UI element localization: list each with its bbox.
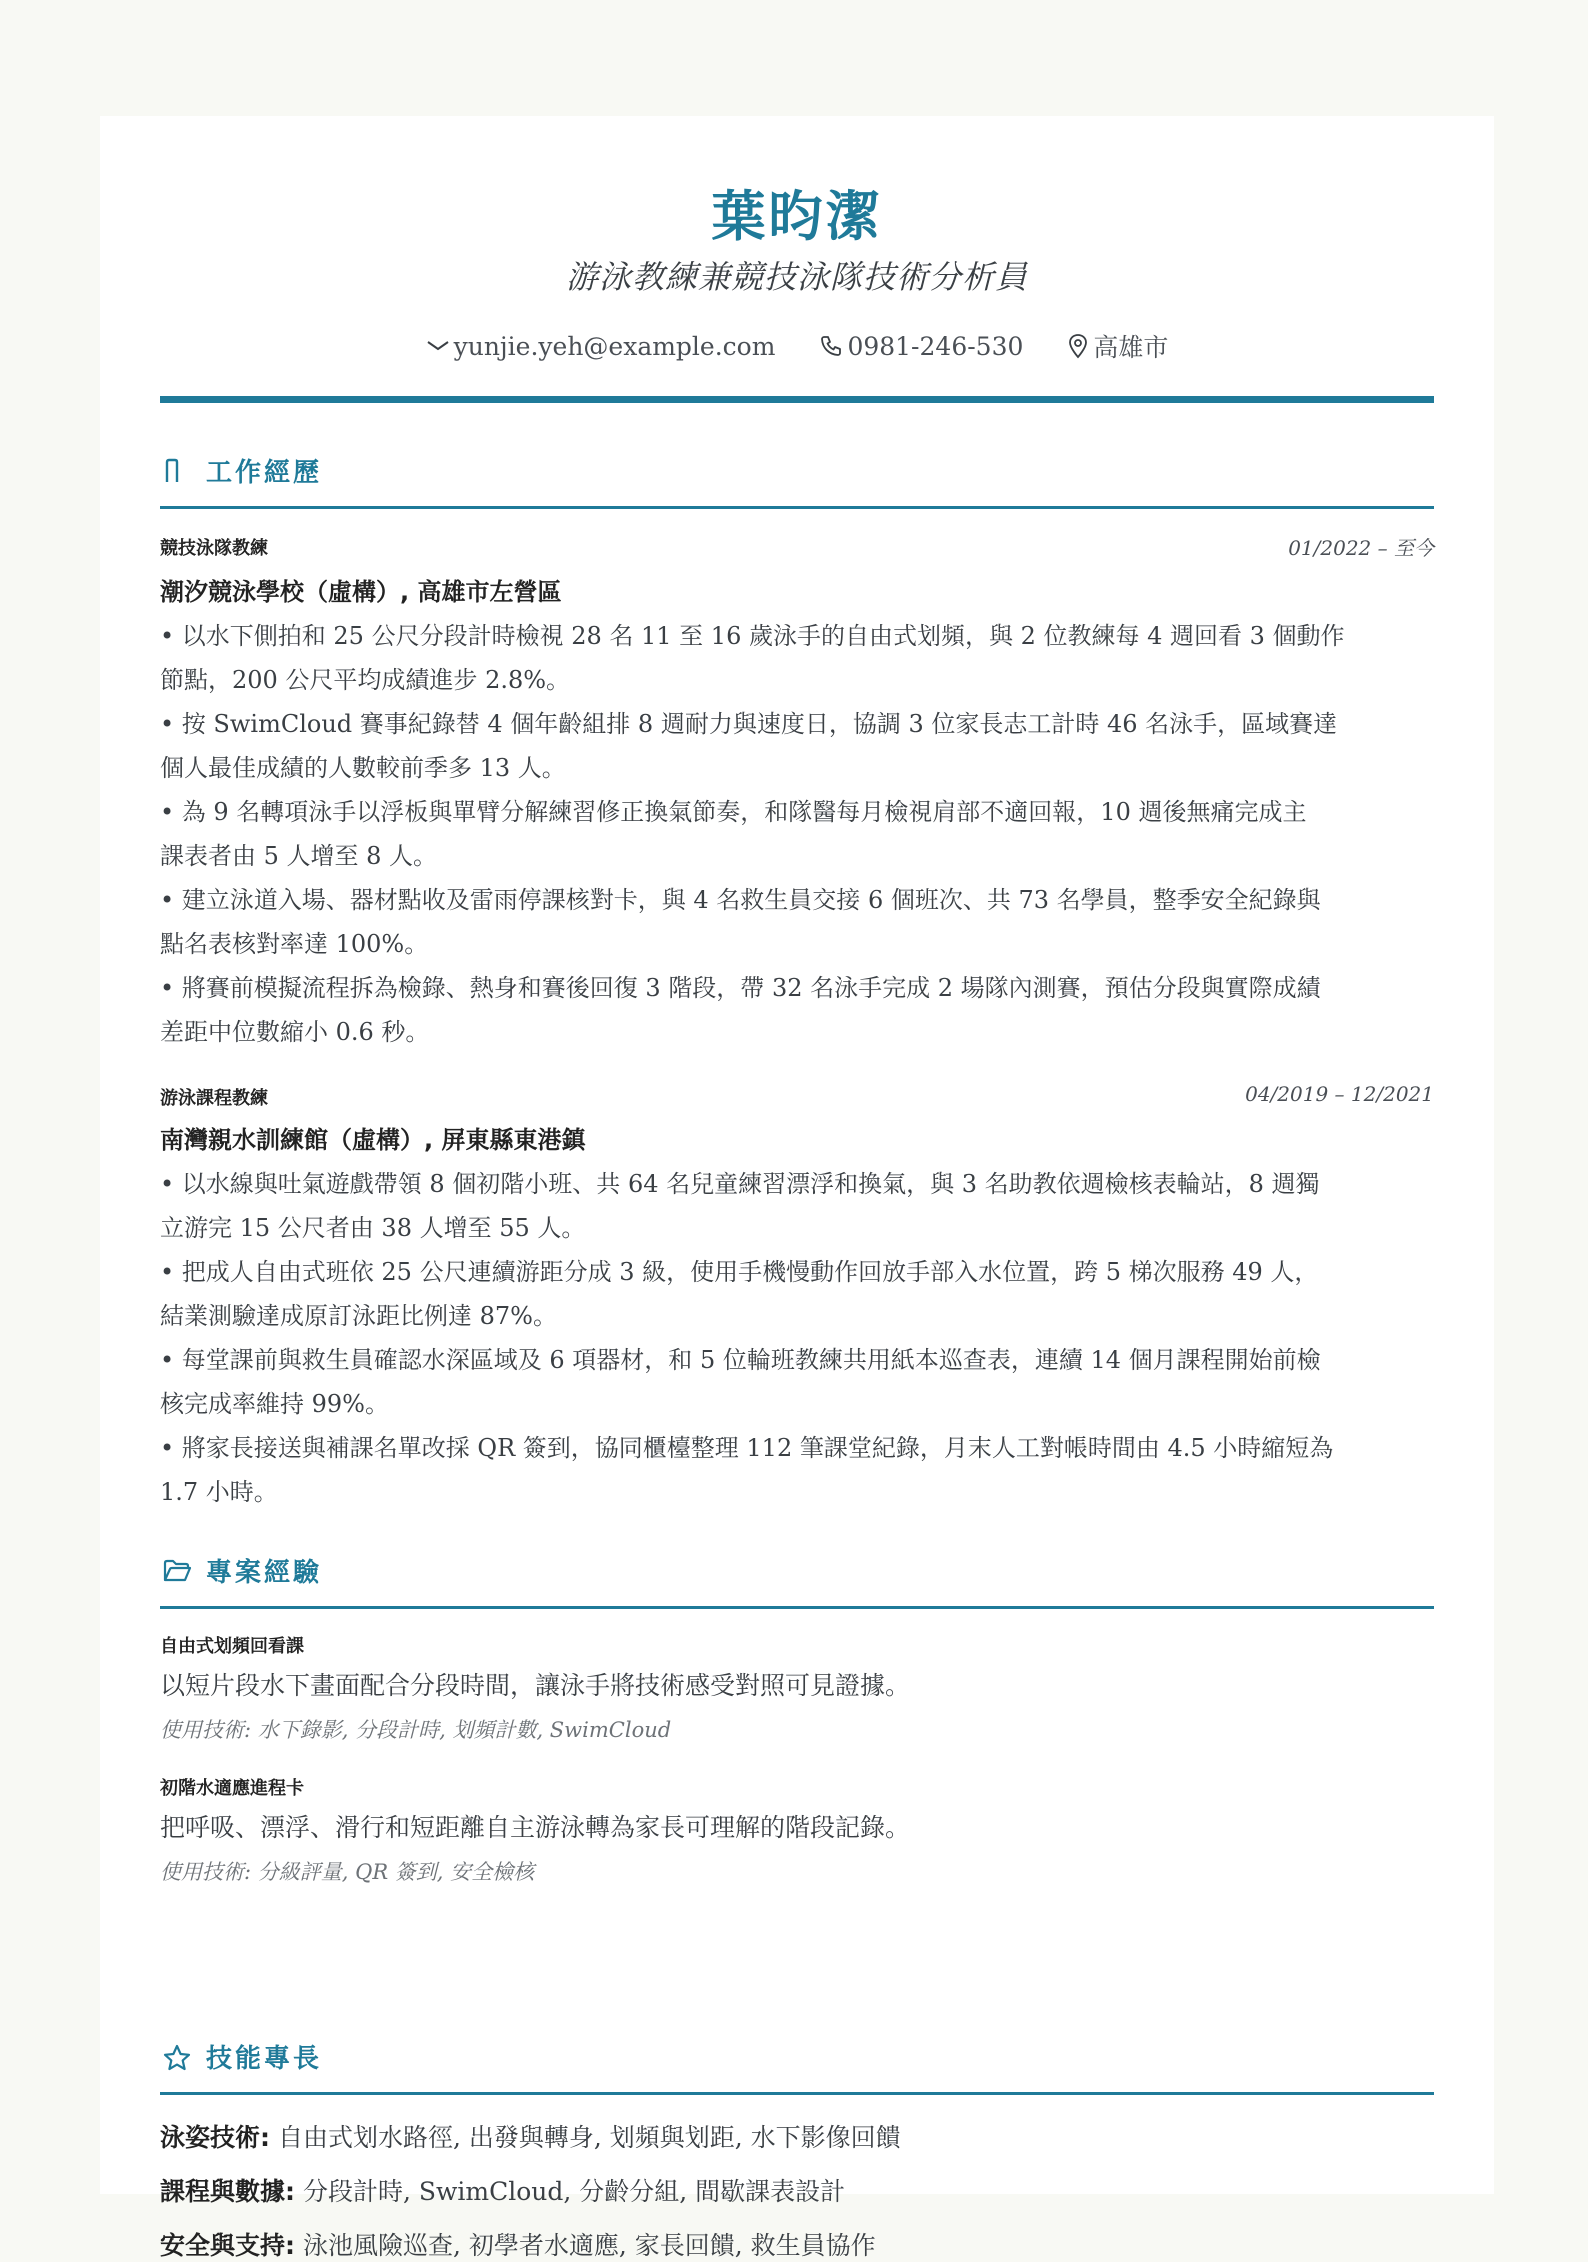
contact-phone[interactable]: [819, 328, 1023, 364]
skill-2-key: 課程與數據:: [160, 2177, 295, 2206]
list-item: • 按 SwimCloud 賽事紀錄替 4 個年齡組排 8 週耐力與速度日，協調 3 位家長志工計時 46 名泳手，區域賽達: [160, 710, 1338, 738]
job-1-role: 競技泳隊教練: [160, 538, 268, 559]
section-skills-title: 技能專長: [206, 2044, 323, 2074]
person-name: 葉昀潔: [711, 185, 883, 248]
skill-row-2: [160, 2172, 845, 2208]
list-item: 立游完 15 公尺者由 38 人增至 55 人。: [160, 1214, 586, 1242]
job-1-org: 潮汐競泳學校（虛構）, 高雄市左營區: [160, 578, 562, 606]
list-item: 節點，200 公尺平均成績進步 2.8%。: [160, 666, 571, 694]
header-divider: [160, 396, 1434, 403]
location-pin-icon: [1067, 333, 1089, 359]
job-2-date: 04/2019 – 12/2021: [1245, 1082, 1434, 1106]
list-item: 點名表核對率達 100%。: [160, 930, 429, 958]
list-item: 結業測驗達成原訂泳距比例達 87%。: [160, 1302, 557, 1330]
resume-page: [100, 116, 1494, 2260]
phone-text: 0981-246-530: [847, 331, 1024, 361]
star-icon: [162, 2044, 192, 2076]
job-1-bullets: [160, 614, 1434, 1054]
location-text: 高雄市: [1093, 333, 1169, 362]
job-title: 游泳教練兼競技泳隊技術分析員: [565, 258, 1028, 296]
project-2-name: 初階水適應進程卡: [160, 1778, 304, 1799]
skill-row-1: [160, 2118, 901, 2154]
skill-2-value: 分段計時, SwimCloud, 分齡分組, 間歇課表設計: [295, 2177, 846, 2206]
section-work-header: [160, 446, 1434, 509]
section-skills-header: [160, 2032, 1434, 2095]
list-item: • 每堂課前與救生員確認水深區域及 6 項器材，和 5 位輪班教練共用紙本巡查表，連續 14 個月課程開始前檢: [160, 1346, 1321, 1374]
skill-3-value: 泳池風險巡查, 初學者水適應, 家長回饋, 救生員協作: [295, 2231, 876, 2260]
skill-1-key: 泳姿技術:: [160, 2123, 270, 2152]
list-item: • 將賽前模擬流程拆為檢錄、熱身和賽後回復 3 階段，帶 32 名泳手完成 2 場隊內測賽，預估分段與實際成績: [160, 974, 1321, 1002]
folder-icon: [162, 1558, 192, 1588]
contact-bar: [160, 328, 1434, 364]
bookmark-icon: [162, 458, 182, 488]
list-item: 差距中位數縮小 0.6 秒。: [160, 1018, 430, 1046]
list-item: • 為 9 名轉項泳手以浮板與單臂分解練習修正換氣節奏，和隊醫每月檢視肩部不適回報，10 週後無痛完成主: [160, 798, 1307, 826]
job-2-bullets: [160, 1162, 1434, 1514]
section-projects-title: 專案經驗: [206, 1558, 323, 1588]
contact-location: [1067, 328, 1168, 364]
list-item: • 將家長接送與補課名單改採 QR 簽到，協同櫃檯整理 112 筆課堂紀錄，月末人工對帳時間由 4.5 小時縮短為: [160, 1434, 1334, 1462]
list-item: • 以水下側拍和 25 公尺分段計時檢視 28 名 11 至 16 歲泳手的自由式划頻，與 2 位教練每 4 週回看 3 個動作: [160, 622, 1345, 650]
contact-email[interactable]: [426, 328, 776, 364]
project-1-desc: 以短片段水下畫面配合分段時間，讓泳手將技術感受對照可見證據。: [160, 1671, 911, 1700]
project-2-tech: 使用技術: 分級評量, QR 簽到, 安全檢核: [160, 1860, 535, 1884]
project-1-name: 自由式划頻回看課: [160, 1636, 304, 1657]
list-item: 核完成率維持 99%。: [160, 1390, 389, 1418]
section-work-title: 工作經歷: [206, 458, 323, 488]
list-item: • 以水線與吐氣遊戲帶領 8 個初階小班、共 64 名兒童練習漂浮和換氣，與 3 名助教依週檢核表輪站，8 週獨: [160, 1170, 1320, 1198]
list-item: 課表者由 5 人增至 8 人。: [160, 842, 438, 870]
skill-row-3: [160, 2226, 876, 2262]
project-1-tech: 使用技術: 水下錄影, 分段計時, 划頻計數, SwimCloud: [160, 1718, 672, 1742]
email-icon: [426, 339, 450, 353]
list-item: • 建立泳道入場、器材點收及雷雨停課核對卡，與 4 名救生員交接 6 個班次、共 73 名學員，整季安全紀錄與: [160, 886, 1321, 914]
list-item: • 把成人自由式班依 25 公尺連續游距分成 3 級，使用手機慢動作回放手部入水位置，跨 5 梯次服務 49 人，: [160, 1258, 1319, 1286]
email-text: yunjie.yeh@example.com: [453, 331, 776, 361]
job-1-date: 01/2022 – 至今: [1288, 536, 1434, 560]
list-item: 1.7 小時。: [160, 1478, 278, 1506]
list-item: 個人最佳成績的人數較前季多 13 人。: [160, 754, 566, 782]
skill-1-value: 自由式划水路徑, 出發與轉身, 划頻與划距, 水下影像回饋: [270, 2123, 901, 2152]
job-2-role: 游泳課程教練: [160, 1088, 268, 1109]
skill-3-key: 安全與支持:: [160, 2231, 295, 2260]
section-projects-header: [160, 1546, 1434, 1609]
job-2-org: 南灣親水訓練館（虛構）, 屏東縣東港鎮: [160, 1126, 586, 1154]
project-2-desc: 把呼吸、漂浮、滑行和短距離自主游泳轉為家長可理解的階段記錄。: [160, 1813, 911, 1842]
phone-icon: [819, 334, 843, 358]
